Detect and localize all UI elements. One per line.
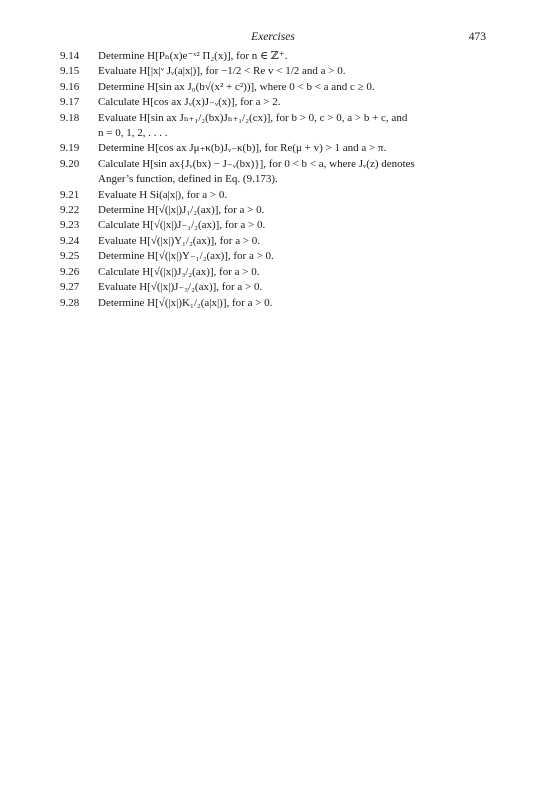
exercise-number: 9.24 — [60, 234, 80, 247]
running-title: Exercises — [251, 31, 295, 43]
exercise-number: 9.28 — [60, 296, 80, 309]
exercise-text — [98, 188, 490, 203]
exercise-item — [60, 203, 490, 218]
exercise-number: 9.25 — [60, 250, 80, 263]
exercise-item — [60, 49, 490, 64]
exercise-number: 9.16 — [60, 80, 80, 93]
exercise-item — [60, 141, 490, 156]
exercise-line: Calculate H[sin ax{Jᵥ(bx) − J₋ᵥ(bx)}], for 0 < b < a, where Jᵥ(z) denotes — [98, 157, 415, 170]
exercise-number: 9.15 — [60, 65, 80, 78]
exercise-line: n = 0, 1, 2, . . . . — [98, 127, 168, 140]
exercise-text — [98, 111, 490, 142]
exercise-line: Calculate H[√(|x|)J₋₁/₂(ax)], for a > 0. — [98, 219, 266, 232]
exercise-number: 9.14 — [60, 50, 80, 62]
exercise-number: 9.19 — [60, 142, 80, 155]
exercise-item — [60, 280, 490, 295]
exercise-text — [98, 296, 490, 311]
exercise-text — [98, 265, 490, 280]
exercise-line: Evaluate H[|x|ᵛ Jᵥ(a|x|)], for −1/2 < Re v < 1/2 and a > 0. — [98, 65, 346, 78]
exercise-item — [60, 218, 490, 233]
exercise-item — [60, 234, 490, 249]
exercise-item — [60, 188, 490, 203]
exercise-item — [60, 111, 490, 142]
exercise-text — [98, 234, 490, 249]
exercise-line: Determine H[√(|x|)J₁/₂(ax)], for a > 0. — [98, 204, 265, 217]
exercise-line: Determine H[sin ax J₀(b√(x² + c²))], where 0 < b < a and c ≥ 0. — [98, 80, 375, 93]
exercise-item — [60, 265, 490, 280]
exercise-text — [98, 218, 490, 233]
exercise-text — [98, 49, 490, 64]
running-header — [60, 31, 486, 47]
exercise-number: 9.18 — [60, 111, 80, 124]
exercise-line: Determine H[√(|x|)K₁/₂(a|x|)], for a > 0. — [98, 296, 273, 309]
exercise-number: 9.22 — [60, 204, 80, 217]
exercise-item — [60, 64, 490, 79]
exercise-item — [60, 296, 490, 311]
exercise-item — [60, 157, 490, 188]
exercise-line: Calculate H[cos ax Jᵥ(x)J₋ᵥ(x)], for a > 2. — [98, 96, 281, 109]
exercise-number: 9.17 — [60, 96, 80, 109]
exercise-line: Evaluate H Si(a|x|), for a > 0. — [98, 188, 228, 201]
exercise-line: Evaluate H[sin ax Jₙ₊₁/₂(bx)Jₙ₊₁/₂(cx)], for b > 0, c > 0, a > b + c, and — [98, 111, 408, 124]
exercise-text — [98, 64, 490, 79]
exercise-item — [60, 95, 490, 110]
page-number: 473 — [468, 31, 486, 43]
exercise-item — [60, 249, 490, 264]
exercise-line: Determine H[Pₙ(x)e⁻ˣ² Π₂(x)], for n ∈ ℤ⁺. — [98, 50, 288, 62]
exercise-text — [98, 141, 490, 156]
exercise-number: 9.21 — [60, 188, 80, 201]
exercise-text — [98, 95, 490, 110]
exercise-text — [98, 80, 490, 95]
exercise-line: Evaluate H[√(|x|)Y₁/₂(ax)], for a > 0. — [98, 234, 261, 247]
exercise-text — [98, 157, 490, 188]
exercise-line: Determine H[√(|x|)Y₋₁/₂(ax)], for a > 0. — [98, 250, 274, 263]
exercise-line: Anger’s function, defined in Eq. (9.173). — [98, 173, 278, 186]
exercise-number: 9.27 — [60, 281, 80, 294]
exercise-line: Calculate H[√(|x|)J₃/₂(ax)], for a > 0. — [98, 265, 260, 278]
exercise-text — [98, 203, 490, 218]
exercise-text — [98, 249, 490, 264]
exercise-item — [60, 80, 490, 95]
exercise-number: 9.26 — [60, 265, 80, 278]
exercise-number: 9.20 — [60, 157, 80, 170]
exercise-line: Determine H[cos ax Jμ₊κ(b)Jᵥ₋κ(b)], for Re(μ + v) > 1 and a > π. — [98, 142, 387, 155]
exercise-list — [60, 49, 490, 311]
exercise-line: Evaluate H[√(|x|)J₋₃/₂(ax)], for a > 0. — [98, 281, 263, 294]
exercise-number: 9.23 — [60, 219, 80, 232]
exercise-text — [98, 280, 490, 295]
